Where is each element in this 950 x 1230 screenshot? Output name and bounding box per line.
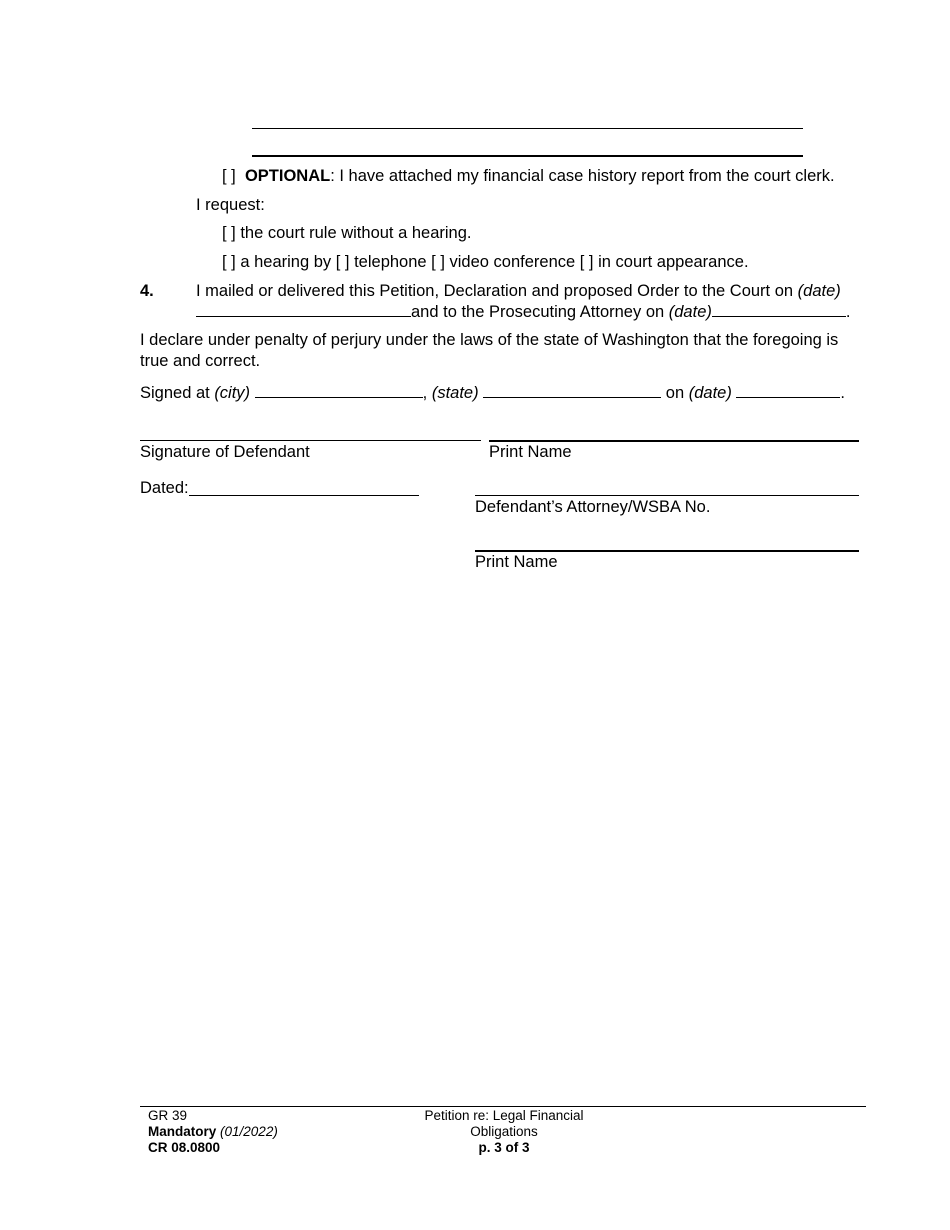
optional-checkbox[interactable]: [ ] [222, 167, 236, 185]
footer-page-number: p. 3 of 3 [478, 1140, 530, 1155]
print-name-label-1: Print Name [489, 443, 572, 461]
optional-row [222, 167, 835, 186]
blank-line-1[interactable] [252, 128, 803, 129]
attorney-line[interactable] [475, 495, 859, 496]
dated-field[interactable] [189, 495, 419, 496]
signature-defendant-label: Signature of Defendant [140, 443, 310, 461]
dated-label: Dated: [140, 479, 189, 497]
attorney-label: Defendant’s Attorney/WSBA No. [475, 498, 711, 516]
print-name-line-2[interactable] [475, 550, 859, 552]
city-label: (city) [214, 384, 251, 402]
print-name-label-2: Print Name [475, 553, 558, 571]
blank-line-2[interactable] [252, 155, 803, 157]
option-hearing[interactable]: [ ] a hearing by [222, 253, 336, 271]
footer-version: (01/2022) [220, 1124, 278, 1139]
signed-period: . [840, 384, 846, 402]
state-field[interactable] [483, 383, 661, 398]
signature-defendant-line[interactable] [140, 440, 481, 441]
footer-left [148, 1108, 278, 1156]
signed-at-row [140, 383, 845, 403]
footer-cr-number: CR 08.0800 [148, 1140, 221, 1155]
item-4-date-label-2: (date) [668, 303, 712, 321]
print-name-line-1[interactable] [489, 440, 859, 442]
state-label: (state) [431, 384, 479, 402]
signed-comma: , [422, 384, 432, 402]
item-4-period: . [845, 303, 851, 321]
declaration-line-2: true and correct. [140, 352, 261, 370]
date-label: (date) [688, 384, 732, 402]
option-hearing-row [222, 253, 749, 272]
item-4-text: I mailed or delivered this Petition, Declaration and proposed Order to the Court on [196, 282, 798, 300]
prosecutor-date-field[interactable] [712, 302, 846, 317]
optional-text: : I have attached my financial case history report from the court clerk. [330, 167, 835, 185]
option-video-conference[interactable]: [ ] video conference [431, 253, 580, 271]
option-telephone[interactable]: [ ] telephone [335, 253, 432, 271]
option-in-court[interactable]: [ ] in court appearance. [579, 253, 749, 271]
signed-date-field[interactable] [736, 383, 840, 398]
item-4-number: 4. [140, 282, 154, 300]
footer-divider [140, 1106, 866, 1107]
court-date-field[interactable] [196, 302, 411, 317]
declaration-line-1: I declare under penalty of perjury under the laws of the state of Washington that the foregoing is [140, 331, 839, 349]
signed-on: on [661, 384, 689, 402]
item-4-line2 [196, 302, 850, 322]
city-field[interactable] [255, 383, 423, 398]
item-4-line1 [196, 282, 841, 301]
option-no-hearing[interactable]: [ ] the court rule without a hearing. [222, 224, 472, 242]
footer-title-line-1: Petition re: Legal Financial [424, 1108, 584, 1123]
footer-mandatory: Mandatory [148, 1124, 217, 1139]
signed-prefix: Signed at [140, 384, 215, 402]
footer-center [404, 1108, 604, 1156]
footer-title-line-2: Obligations [470, 1124, 538, 1139]
optional-label: OPTIONAL [244, 167, 331, 185]
footer-mandatory-row [148, 1124, 278, 1140]
footer-form-code: GR 39 [148, 1108, 188, 1123]
request-heading: I request: [196, 196, 265, 214]
item-4-date-label: (date) [797, 282, 841, 300]
item-4-text-2: and to the Prosecuting Attorney on [411, 303, 669, 321]
